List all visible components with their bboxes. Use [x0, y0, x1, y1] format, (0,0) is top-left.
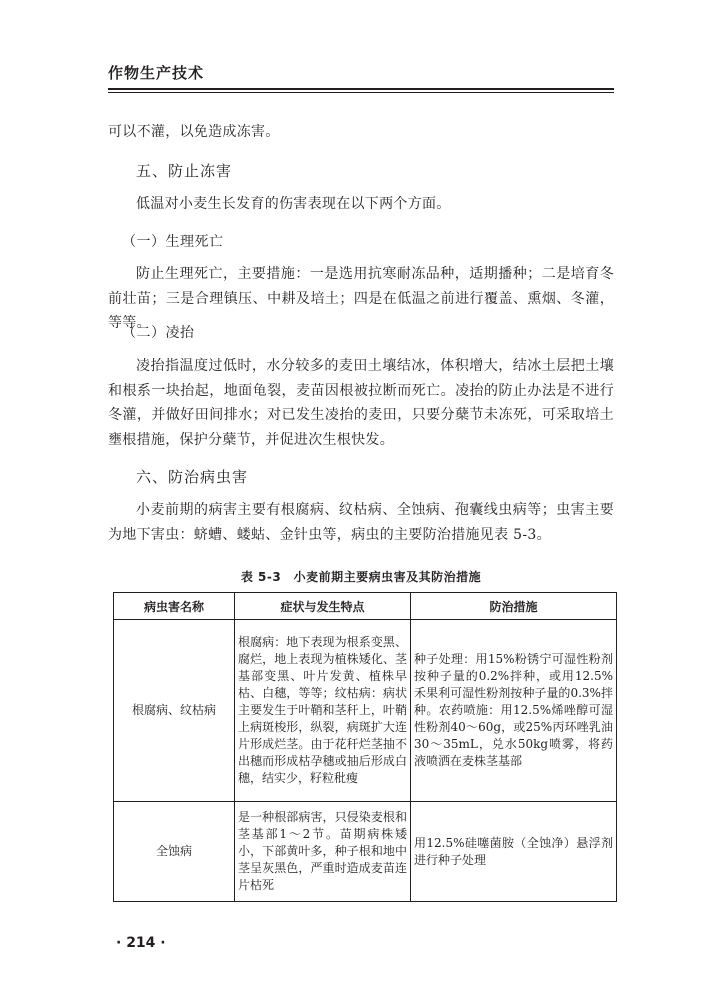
table-header-row: [114, 593, 617, 620]
running-header-title: 作物生产技术: [108, 64, 205, 82]
subheading-frost-heave: （二）凌抬: [122, 325, 195, 341]
table-caption: 表 5-3 小麦前期主要病虫害及其防治措施: [240, 570, 482, 584]
disease-name-cell: 根腐病、纹枯病: [114, 620, 235, 802]
paragraph-low-temp-intro: 低温对小麦生长发育的伤害表现在以下两个方面。: [136, 196, 451, 212]
paragraph-physiological-death: 防止生理死亡，主要措施：一是选用抗寒耐冻品种，适期播种；二是培育冬前壮苗；三是合理镇压、中耕及培土；四是在低温之前进行覆盖、熏烟、冬灌，等等。: [108, 266, 614, 331]
column-header-measures: 防治措施: [411, 593, 617, 620]
symptoms-cell: 根腐病：地下表现为根系变黑、腐烂，地上表现为植株矮化、茎基部变黑、叶片发黄、植株早枯、白穗，等等；纹枯病：病状主要发生于叶鞘和茎秆上，叶鞘上病斑梭形，纵裂，病斑扩大连片形成烂茎。由于花秆烂茎抽不出穗而形成枯孕穗或抽后形成白穗，结实少，籽粒秕瘦: [235, 620, 411, 802]
header-rule-thin: [108, 92, 614, 93]
paragraph-continuation: 可以不灌，以免造成冻害。: [108, 124, 280, 140]
measures-cell: 用12.5%硅噻菌胺（全蚀净）悬浮剂进行种子处理: [411, 802, 617, 902]
column-header-name: 病虫害名称: [114, 593, 235, 620]
measures-cell: 种子处理：用15%粉锈宁可湿性粉剂按种子量的0.2%拌种，或用12.5%禾果利可湿性粉剂按种子量的0.3%拌种。农药喷施：用12.5%烯唑醇可湿性粉剂40～60g，或25%丙环唑乳油30～35mL，兑水50kg喷雾，将药液喷洒在麦株茎基部: [411, 620, 617, 802]
page-number: · 214 ·: [116, 935, 166, 951]
paragraph-frost-heave: 凌抬指温度过低时，水分较多的麦田土壤结冰，体积增大，结冰土层把土壤和根系一块抬起，地面龟裂，麦苗因根被拉断而死亡。凌抬的防止办法是不进行冬灌，并做好田间排水；对已发生凌抬的麦田，只要分蘖节未冻死，可采取培土壅根措施，保护分蘖节，并促进次生根快发。: [108, 358, 614, 448]
section-heading-pest-control: 六、防治病虫害: [136, 468, 249, 486]
table-row: [114, 620, 617, 802]
disease-name-cell: 全蚀病: [114, 802, 235, 902]
paragraph-pest-intro: 小麦前期的病害主要有根腐病、纹枯病、全蚀病、孢囊线虫病等；虫害主要为地下害虫：蛴螬、蝼蛄、金针虫等，病虫的主要防治措施见表 5-3。: [108, 502, 614, 543]
header-rule-thick: [108, 88, 614, 90]
pest-control-table: [113, 592, 617, 902]
table-row: [114, 802, 617, 902]
section-heading-prevent-frost: 五、防止冻害: [136, 162, 233, 180]
subheading-physiological-death: （一）生理死亡: [122, 234, 224, 250]
column-header-symptoms: 症状与发生特点: [235, 593, 411, 620]
symptoms-cell: 是一种根部病害，只侵染麦根和茎基部1～2节。苗期病株矮小，下部黄叶多，种子根和地中茎呈灰黑色，严重时造成麦苗连片枯死: [235, 802, 411, 902]
